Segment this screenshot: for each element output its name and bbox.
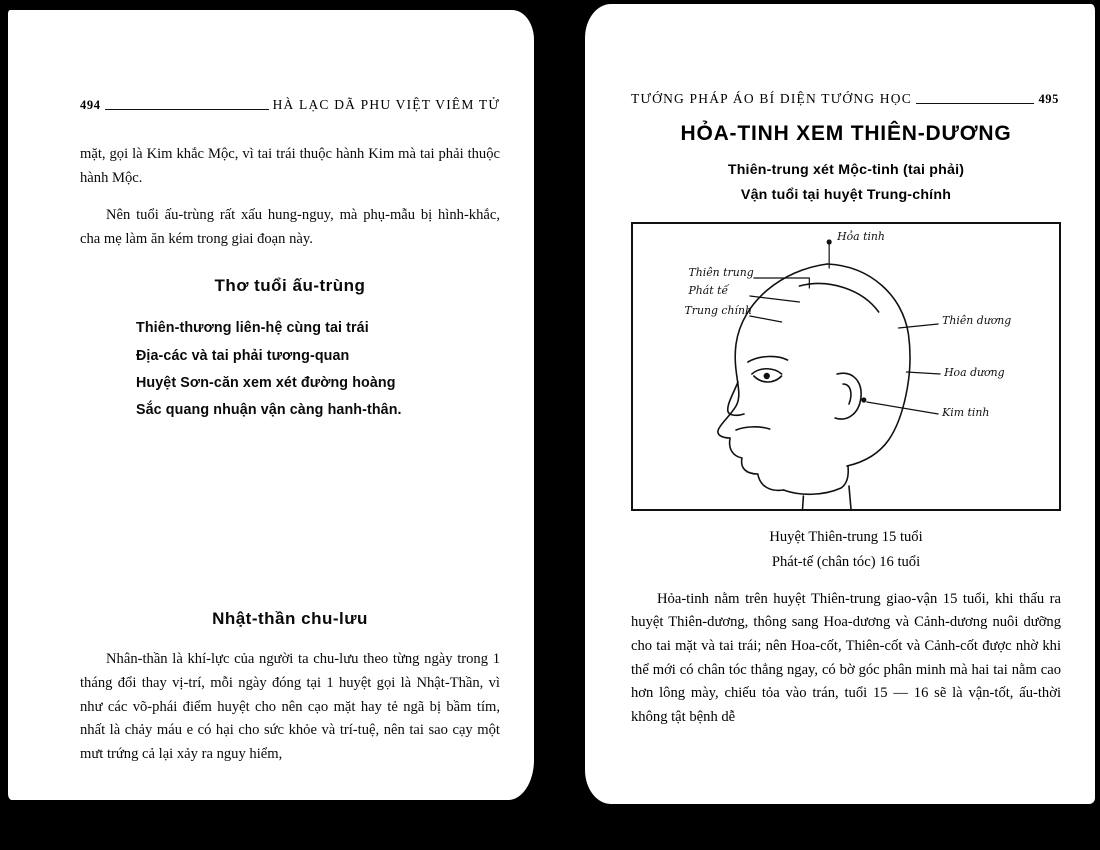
figure-label-right: Hoa dương: [944, 365, 1005, 379]
paragraph: mặt, gọi là Kim khắc Mộc, vì tai trái thuộc hành Kim mà tai phải thuộc hành Mộc.: [80, 146, 500, 186]
page-title: HỎA-TINH XEM THIÊN-DƯƠNG: [680, 122, 1012, 145]
caption-line: Phát-tế (chân tóc) 16 tuổi: [771, 554, 921, 571]
paragraph: Nhân-thần là khí-lực của người ta chu-lưu theo từng ngày trong 1 tháng đổi thay vị-trí, mỗi ngày đóng tại 1 huyệt gọi là Nhật-Thần, vì như các võ-phái điểm huyệt cho nên cạo mặt hay tẻ ngã bị bầm tím, nhất là chảy máu e có hại cho sức khỏe và trí-tuệ, nên tai sao cạy một mưt trứng cả lại xảy ra nguy hiểm,: [80, 651, 500, 762]
header-rule: [105, 108, 269, 110]
blank-spacer: [80, 435, 500, 585]
poem-line: Sắc quang nhuận vận càng hanh-thân.: [136, 402, 402, 419]
paragraph: Nên tuổi ấu-trùng rất xấu hung-nguy, mà phụ-mẫu bị hình-khắc, cha mẹ làm ăn kém trong giai đoạn này.: [80, 207, 500, 247]
subtitle-line: Thiên-trung xét Mộc-tinh (tai phải): [727, 162, 965, 178]
section-heading: Nhật-thần chu-lưu: [212, 608, 368, 628]
right-page-body: [631, 122, 1061, 730]
figure-label-top: Hỏa tinh: [837, 229, 885, 243]
header-rule: [916, 102, 1035, 104]
left-page-number: 494: [80, 98, 101, 112]
head-diagram-svg: [633, 224, 1059, 509]
poem: [80, 315, 500, 425]
poem-line: Huyệt Sơn-căn xem xét đường hoàng: [136, 374, 396, 391]
figure-label-left: Thiên trung: [688, 265, 754, 279]
right-page-header: [631, 92, 1059, 107]
poem-line: Thiên-thương liên-hệ cùng tai trái: [136, 320, 369, 337]
subtitle-line: Vận tuổi tại huyệt Trung-chính: [740, 186, 952, 203]
figure-label-right: Thiên dương: [942, 313, 1012, 327]
figure-label-left: Trung chính: [684, 303, 753, 317]
page-subtitle: [631, 158, 1061, 208]
left-page-header: [80, 98, 500, 113]
paragraph: Hỏa-tinh nằm trên huyệt Thiên-trung giao-vận 15 tuổi, khi thấu ra huyệt Thiên-dương, thông sang Hoa-dương và Cảnh-dương nuôi dưỡng cho tai mặt và tai trái; nên Hoa-cốt, Thiên-cốt và Cảnh-cốt được nhờ khi thể mới có chân tóc thẳng ngay, có bờ góc phân minh mà hai tai nằm cao hơn lông mày, chiếu tỏa vào trán, tuổi 15 — 16 sẽ là vận-tốt, ấu-thời không tật bệnh dễ: [631, 590, 1061, 725]
right-page-number: 495: [1038, 92, 1059, 106]
poem-line: Địa-các và tai phải tương-quan: [136, 347, 350, 364]
caption-line: Huyệt Thiên-trung 15 tuổi: [769, 528, 923, 545]
right-book-page: [585, 4, 1095, 804]
left-page-body: [80, 143, 500, 781]
figure-caption: [631, 525, 1061, 576]
figure-label-right: Kim tinh: [942, 405, 990, 419]
left-book-page: [8, 10, 534, 800]
figure-label-left: Phát tế: [688, 283, 729, 297]
right-running-head: TƯỚNG PHÁP ÁO BÍ DIỆN TƯỚNG HỌC: [631, 91, 912, 106]
head-diagram-figure: [631, 222, 1061, 511]
left-running-head: HÀ LẠC DÃ PHU VIỆT VIÊM TỬ: [272, 97, 500, 112]
poem-heading: Thơ tuổi ấu-trùng: [214, 275, 366, 295]
